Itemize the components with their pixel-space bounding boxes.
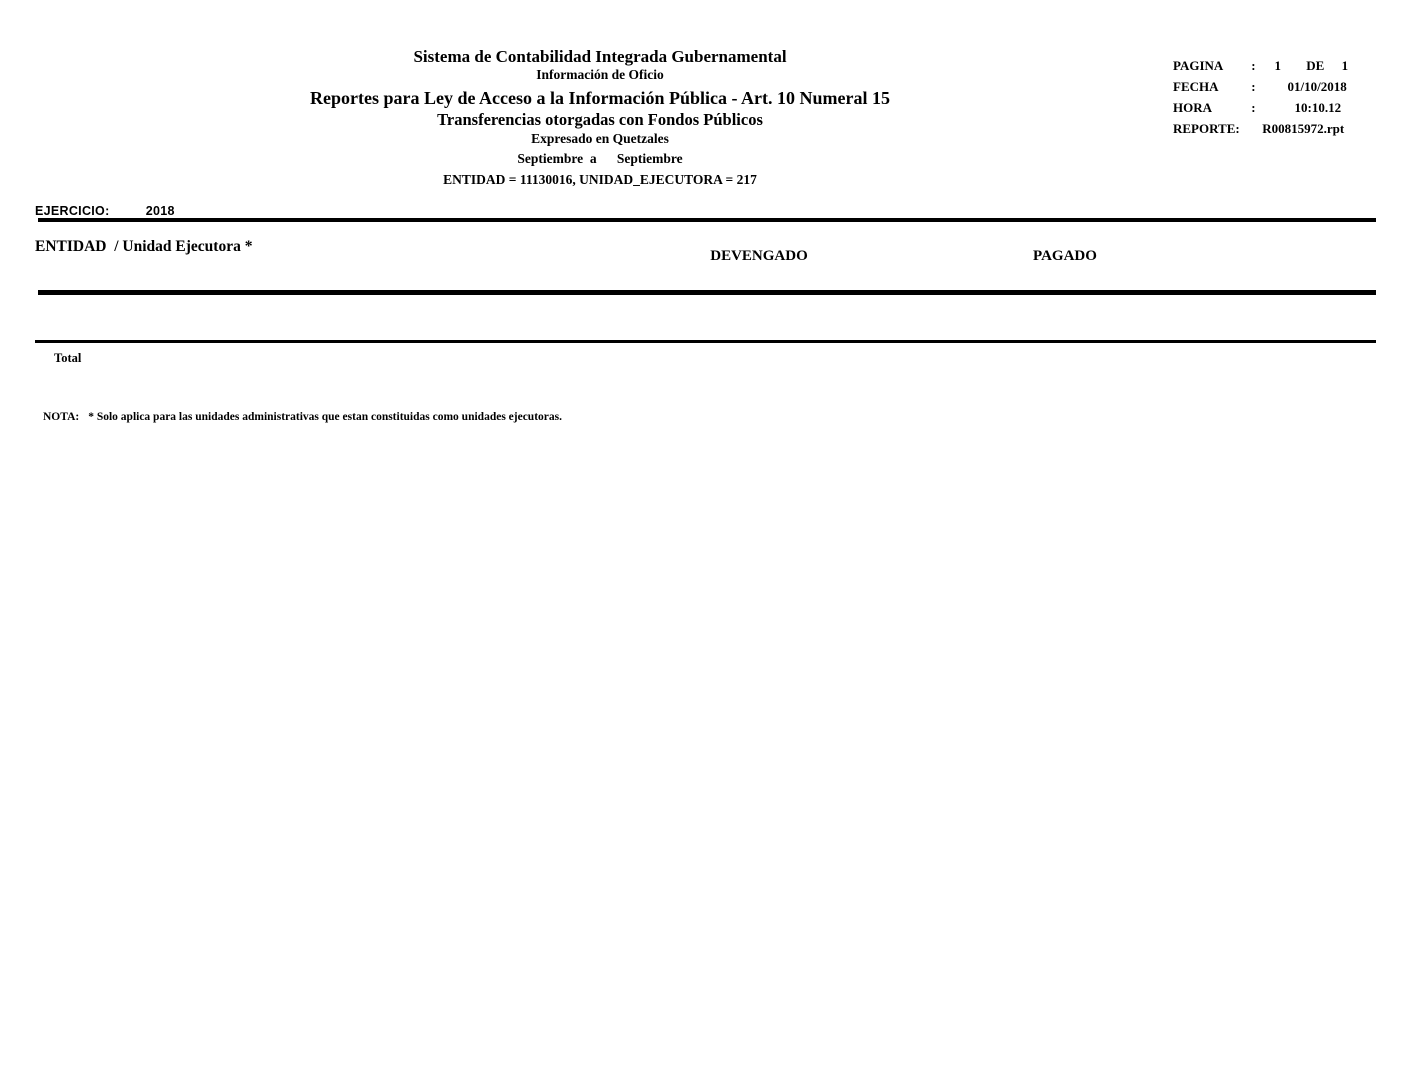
office-info-line: Información de Oficio bbox=[536, 67, 664, 82]
total-row-label: Total bbox=[54, 351, 82, 365]
page-number: 1 bbox=[1274, 58, 1281, 73]
column-header-devengado: DEVENGADO bbox=[710, 248, 808, 264]
fecha-colon: : bbox=[1251, 79, 1256, 94]
horizontal-rule-total-top bbox=[35, 340, 1376, 343]
report-time: 10:10.12 bbox=[1294, 100, 1342, 115]
report-date: 01/10/2018 bbox=[1287, 79, 1347, 94]
ejercicio-label: EJERCICIO: bbox=[35, 204, 110, 218]
meta-reporte-row bbox=[1173, 118, 1403, 139]
period-range: Septiembre a Septiembre bbox=[517, 151, 683, 166]
page-meta-block bbox=[1173, 55, 1403, 139]
hora-label: HORA bbox=[1173, 100, 1212, 115]
report-file-name: R00815972.rpt bbox=[1262, 121, 1345, 136]
page-of-label: DE bbox=[1306, 58, 1325, 73]
entity-filter-line: ENTIDAD = 11130016, UNIDAD_EJECUTORA = 217 bbox=[443, 172, 757, 187]
report-subtitle: Transferencias otorgadas con Fondos Públicos bbox=[437, 110, 763, 129]
system-title: Sistema de Contabilidad Integrada Gubernamental bbox=[413, 47, 787, 66]
pagina-label: PAGINA bbox=[1173, 58, 1224, 73]
pagina-colon: : bbox=[1251, 58, 1256, 73]
footnote-text: * Solo aplica para las unidades administrativas que estan constituidas como unidades ejecutoras. bbox=[88, 411, 562, 423]
meta-fecha-row bbox=[1173, 76, 1403, 97]
footnote bbox=[43, 411, 562, 423]
currency-note: Expresado en Quetzales bbox=[531, 131, 669, 146]
column-header-entidad: ENTIDAD / Unidad Ejecutora * bbox=[35, 238, 253, 255]
horizontal-rule-top bbox=[38, 218, 1376, 222]
meta-pagina-row bbox=[1173, 55, 1403, 76]
column-header-pagado: PAGADO bbox=[1033, 248, 1097, 264]
meta-hora-row bbox=[1173, 97, 1403, 118]
ejercicio-year: 2018 bbox=[145, 204, 175, 218]
page-total: 1 bbox=[1341, 58, 1349, 73]
report-title: Reportes para Ley de Acceso a la Información Pública - Art. 10 Numeral 15 bbox=[310, 88, 890, 108]
ejercicio-row bbox=[35, 204, 175, 218]
fecha-label: FECHA bbox=[1173, 79, 1219, 94]
reporte-label: REPORTE: bbox=[1173, 121, 1240, 136]
hora-colon: : bbox=[1251, 100, 1256, 115]
horizontal-rule-header-bottom bbox=[38, 290, 1376, 295]
footnote-label: NOTA: bbox=[43, 411, 80, 423]
